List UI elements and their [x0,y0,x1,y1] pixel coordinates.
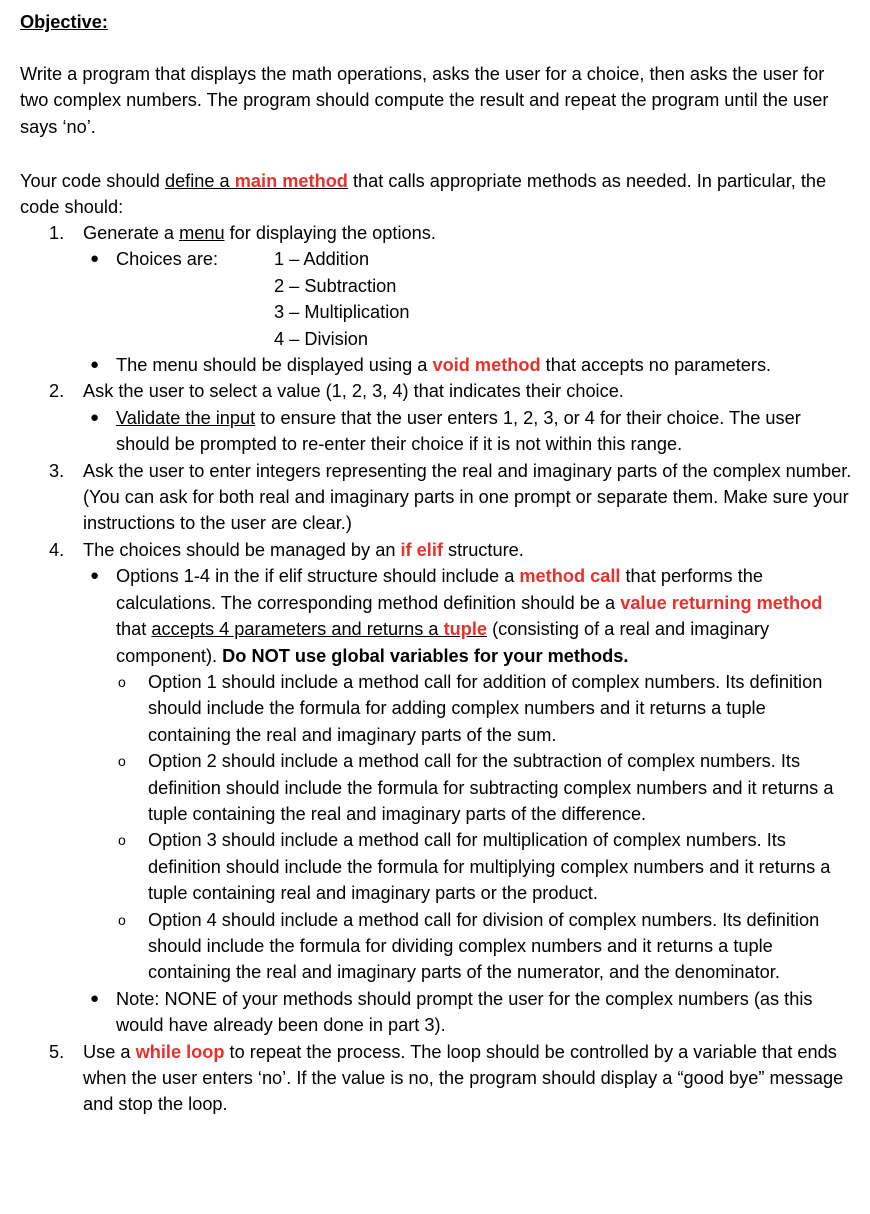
validate-input-underlined: Validate the input [116,407,256,428]
item-4-pre: The choices should be managed by an [83,539,401,560]
item-1-post: for displaying the options. [224,223,436,243]
item-2-bullets [83,405,853,458]
void-method-highlight: void method [432,355,541,376]
requirement-item-5 [0,1039,853,1118]
choice-option: 4 – Division [274,328,369,349]
item-5-text [83,1039,853,1118]
value-returning-method-highlight: value returning method [620,592,823,613]
item-5-post: to repeat the process. The loop should be controlled by a variable that ends when the user enters ‘no’. If the value is no, the program should display a “good bye” message and stop the loop. [83,1041,844,1115]
item-1-bullets [83,246,853,378]
define-a-main-method [165,171,348,191]
options-bullet-mid: that performs the calculations. The corresponding method definition should be a [116,566,763,613]
item-2-text: Ask the user to select a value (1, 2, 3, 4) that indicates their choice. [83,381,624,402]
choices-label: Choices are: [116,249,219,270]
item-number: 2. [49,381,65,402]
item-3-text: Ask the user to enter integers representing the real and imaginary parts of the complex number. (You can ask for both real and imaginary parts in one prompt or separate them. Make sure your instructions to the user are clear.) [83,460,852,534]
option-subitem-text: Option 2 should include a method call for the subtraction of complex numbers. Its definition should include the formula for subtracting complex numbers and it returns a tuple containing the real and imaginary parts of the difference. [148,751,834,824]
item-number: 1. [49,223,65,243]
code-intro-post: that calls appropriate methods as needed. In particular, the code should: [20,171,827,218]
bullet-icon: ● [90,567,100,585]
while-loop-highlight: while loop [135,1041,225,1062]
void-method-bullet [83,352,853,378]
accepts-text: accepts 4 parameters and returns a [151,619,444,640]
item-number: 5. [49,1041,65,1062]
code-intro-pre: Your code should [20,171,165,191]
requirement-item-2 [0,378,853,457]
bullet-icon: ● [90,408,100,426]
option-subitem-4 [116,907,853,986]
bullet-icon: ● [90,356,100,374]
item-4-post: structure. [442,539,524,560]
item-1-text [83,220,853,246]
choice-option: 1 – Addition [274,249,370,270]
bullet-icon: ● [90,989,100,1007]
define-a-text: define a [164,171,235,191]
validate-bullet [83,405,853,458]
option-subitem-3 [116,827,853,906]
options-bullet-pre: Options 1-4 in the if elif structure should include a [116,566,520,587]
option-subitem-1 [116,669,853,748]
validate-post: to ensure that the user enters 1, 2, 3, or 4 for their choice. The user should be prompted to re-enter their choice if it is not within this range. [116,407,801,455]
bullet-icon: ● [90,250,100,268]
circle-bullet-icon: o [118,832,126,849]
item-5-pre: Use a [83,1041,136,1062]
choices-options [274,246,409,352]
option-subitem-text: Option 1 should include a method call for addition of complex numbers. Its definition should include the formula for adding complex numbers and it returns a tuple containing the real and imaginary parts of the sum. [148,671,823,745]
choices-block [116,246,853,352]
options-bullet-post: (consisting of a real and imaginary component). [116,619,770,666]
requirements-list [0,220,870,1118]
menu-underlined: menu [179,223,225,243]
choices-bullet [83,246,853,352]
requirement-item-4 [0,537,853,1039]
if-elif-highlight: if elif [400,539,443,560]
item-number: 3. [49,460,65,481]
item-4-bullets [83,563,853,1038]
void-post: that accepts no parameters. [540,355,772,376]
item-4-text [83,537,853,563]
objective-heading: Objective: [20,12,108,32]
no-global-warning: Do NOT use global variables for your methods. [222,645,629,666]
choice-option: 2 – Subtraction [274,275,397,296]
note-text: Note: NONE of your methods should prompt the user for the complex numbers (as this would have already been done in part 3). [116,988,813,1036]
item-number: 4. [49,539,65,560]
option-subitem-text: Option 4 should include a method call for division of complex numbers. Its definition should include the formula for dividing complex numbers and it returns a tuple containing the real and imaginary parts of the numerator, and the denominator. [148,909,820,983]
circle-bullet-icon: o [118,753,126,770]
options-bullet-mid2: that [116,619,152,640]
option-subitem-2 [116,748,853,827]
intro-paragraph: Write a program that displays the math operations, asks the user for a choice, then asks the user for two complex numbers. The program should compute the result and repeat the program until the user says ‘no’. [20,64,829,137]
requirement-item-1 [0,220,853,378]
option-subitem-text: Option 3 should include a method call for multiplication of complex numbers. Its definition should include the formula for multiplying complex numbers and it returns a tuple containing real and imaginary parts or the product. [148,830,831,904]
method-call-highlight: method call [519,566,621,587]
circle-bullet-icon: o [118,911,126,928]
item-1-pre: Generate a [83,223,180,243]
code-intro-paragraph [20,168,850,221]
void-pre: The menu should be displayed using a [116,355,433,376]
note-bullet [83,986,853,1039]
requirement-item-3 [0,458,853,537]
option-subitems [116,669,853,986]
circle-bullet-icon: o [118,673,126,690]
options-bullet [83,563,853,986]
choice-option: 3 – Multiplication [274,302,410,323]
accepts-returns-tuple-underlined [151,619,487,639]
tuple-highlight: tuple [443,619,488,640]
main-method-highlight: main method [234,171,348,191]
